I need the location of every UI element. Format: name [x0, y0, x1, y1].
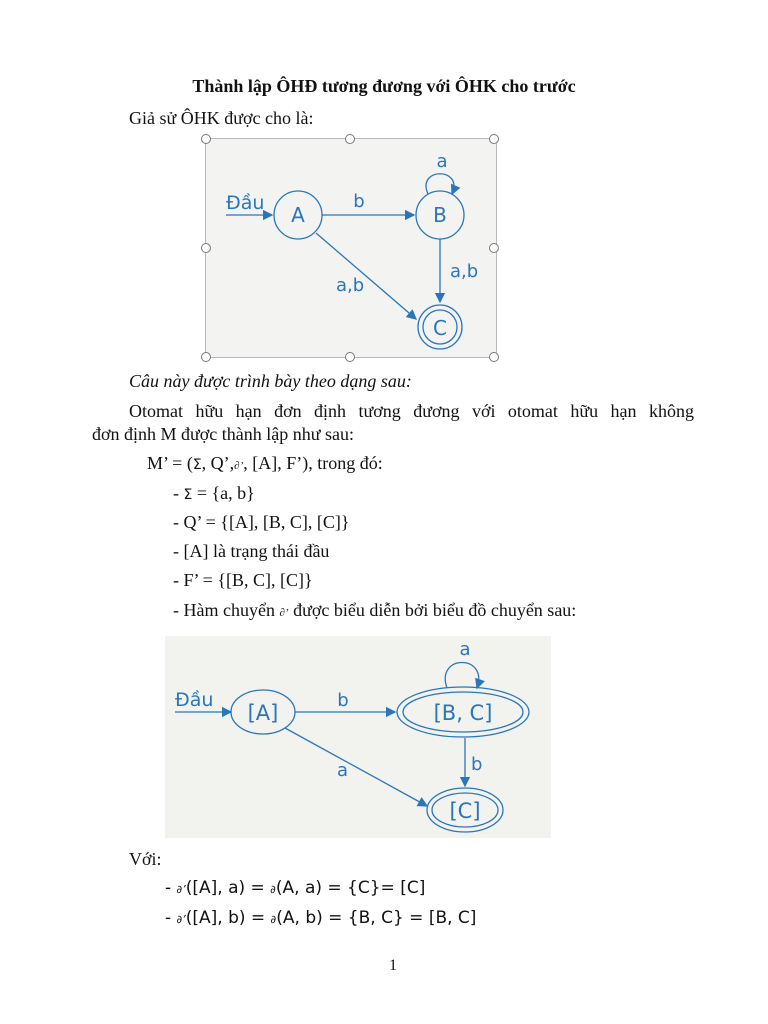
nfa-diagram-svg: [206, 139, 496, 357]
eq1-left: ([A], a) =: [185, 878, 271, 898]
equation-1: [165, 878, 425, 898]
edge-a-bc-label: b: [337, 690, 349, 711]
item-transition-pre: - Hàm chuyển: [173, 600, 280, 620]
edge-a-c: [316, 233, 416, 319]
state-a-label: A: [291, 203, 305, 227]
caption-text: Câu này được trình bày theo dạng sau:: [129, 371, 412, 391]
state-c-label: [C]: [449, 799, 481, 823]
item-start-state: - [A] là trạng thái đầu: [173, 541, 330, 561]
edge-a-b-label: b: [353, 191, 365, 212]
equation-2: [165, 908, 476, 928]
resize-handle-top-left[interactable]: [201, 134, 211, 144]
edge-a-c: [285, 728, 427, 806]
delta-symbol: ∂: [270, 913, 277, 926]
edge-b-c-label: a,b: [450, 261, 479, 282]
item-final-states: - F’ = {[B, C], [C]}: [173, 570, 313, 590]
item-transition-post: được biểu diễn bởi biểu đồ chuyển sau:: [288, 600, 577, 620]
edge-a-c-label: a: [337, 760, 349, 781]
edge-b-loop-label: a: [436, 151, 448, 172]
delta-symbol: ∂’: [234, 460, 244, 472]
edge-bc-loop: [445, 663, 479, 689]
resize-handle-bottom[interactable]: [345, 352, 355, 362]
start-label: Đầu: [226, 192, 265, 214]
with-label: Với:: [129, 849, 162, 869]
delta-symbol: ∂’: [279, 607, 289, 619]
eq2-right: (A, b) = {B, C} = [B, C]: [276, 908, 477, 928]
edge-bc-c-label: b: [471, 754, 483, 775]
item-q: - Q’ = {[A], [B, C], [C]}: [173, 512, 350, 532]
edge-a-c-label: a,b: [336, 275, 365, 296]
item-transition: [173, 600, 576, 621]
delta-symbol: ∂: [270, 883, 276, 896]
def-post: , [A], F’), trong đó:: [243, 453, 383, 473]
nfa-diagram[interactable]: [205, 138, 497, 358]
start-label: Đầu: [175, 689, 214, 711]
resize-handle-right[interactable]: [489, 243, 499, 253]
page-title: Thành lập ÔHĐ tương đương với ÔHK cho trước: [192, 76, 576, 96]
delta-prime-symbol: ∂’: [176, 883, 186, 896]
paragraph-line-2: đơn định M được thành lập như sau:: [92, 424, 355, 444]
edge-bc-loop-label: a: [459, 639, 471, 660]
eq-dash: -: [165, 878, 177, 898]
page-number: 1: [389, 957, 397, 974]
sigma-symbol: Σ: [183, 487, 193, 503]
resize-handle-bottom-left[interactable]: [201, 352, 211, 362]
eq-dash: -: [165, 908, 177, 928]
resize-handle-top[interactable]: [345, 134, 355, 144]
state-b-label: B: [433, 203, 447, 227]
state-a-label: [A]: [247, 701, 279, 725]
resize-handle-top-right[interactable]: [489, 134, 499, 144]
sigma-symbol: Σ: [192, 457, 202, 473]
eq2-left: ([A], b) =: [185, 908, 271, 928]
eq1-right: (A, a) = {C}= [C]: [275, 878, 426, 898]
item-dash: -: [173, 483, 184, 503]
delta-prime-symbol: ∂’: [176, 913, 186, 926]
dfa-diagram-svg: [165, 636, 551, 838]
state-c-label: C: [433, 316, 447, 340]
resize-handle-left[interactable]: [201, 243, 211, 253]
definition-line: [147, 453, 383, 474]
paragraph-line-1: Otomat hữu hạn đơn định tương đương với otomat hữu hạn không: [129, 401, 694, 421]
def-mid: , Q’,: [201, 453, 235, 473]
def-pre: M’ = (: [147, 453, 193, 473]
intro-text: Giả sử ÔHK được cho là:: [129, 108, 314, 128]
state-bc-label: [B, C]: [433, 701, 493, 725]
dfa-diagram: [165, 636, 551, 838]
item-sigma-text: = {a, b}: [192, 483, 255, 503]
resize-handle-bottom-right[interactable]: [489, 352, 499, 362]
item-sigma: [173, 483, 255, 504]
